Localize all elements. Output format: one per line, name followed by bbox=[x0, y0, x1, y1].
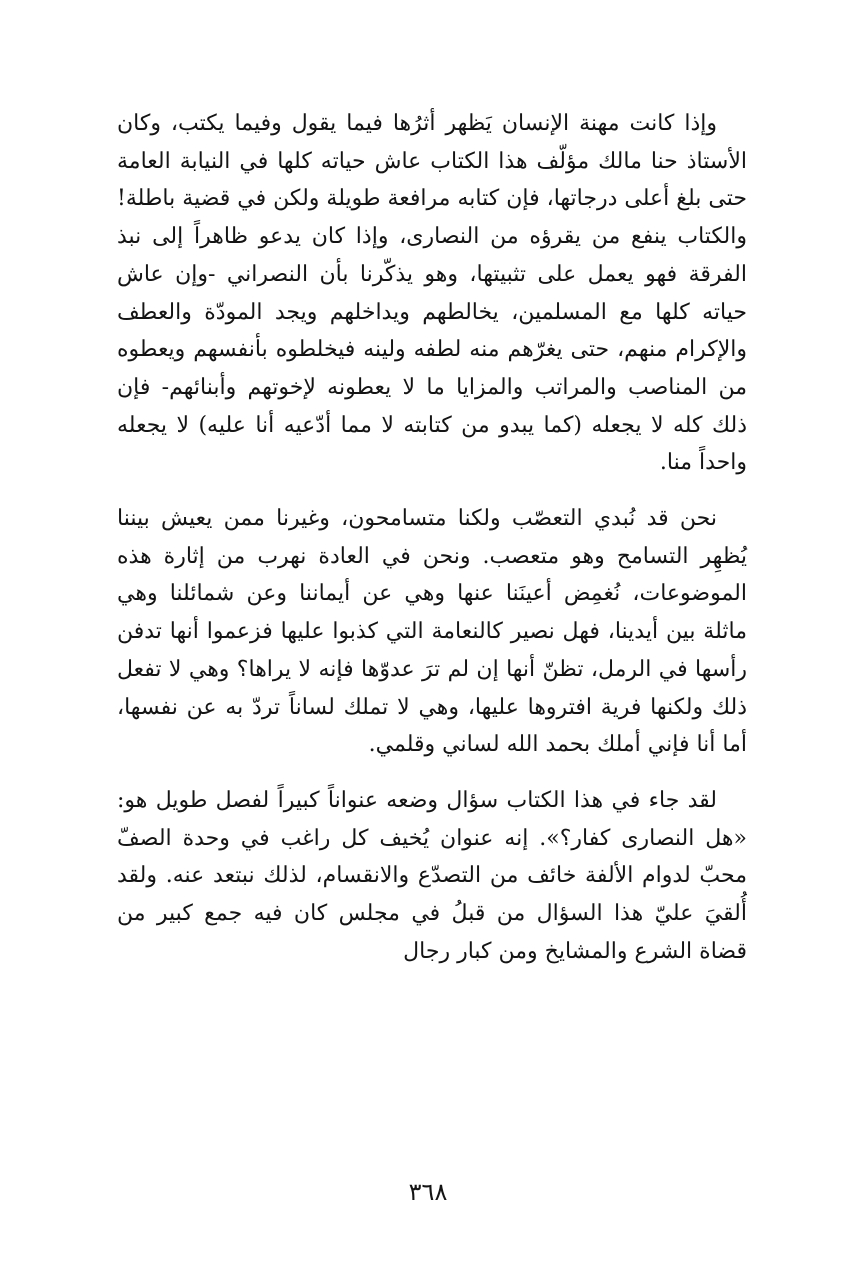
body-text bbox=[117, 105, 747, 970]
paragraph-2: نحن قد نُبدي التعصّب ولكنا متسامحون، وغيرنا ممن يعيش بيننا يُظهِر التسامح وهو متعصب. ونحن في العادة نهرب من إثارة هذه الموضوعات، نُغمِض أعينَنا عنها وهي عن أيماننا وعن شمائلنا وهي ماثلة بين أيدينا، فهل نصير كالنعامة التي كذبوا عليها فزعموا أنها تدفن رأسها في الرمل، تظنّ أنها إن لم ترَ عدوّها فإنه لا يراها؟ وهي لا تفعل ذلك ولكنها فرية افتروها عليها، وهي لا تملك لساناً تردّ به عن نفسها، أما أنا فإني أملك بحمد الله لساني وقلمي. bbox=[117, 506, 747, 758]
paragraph-3: لقد جاء في هذا الكتاب سؤال وضعه عنواناً كبيراً لفصل طويل هو: «هل النصارى كفار؟». إنه عنوان يُخيف كل راغب في وحدة الصفّ محبّ لدوام الألفة خائف من التصدّع والانقسام، لذلك نبتعد عنه. ولقد أُلقيَ عليّ هذا السؤال من قبلُ في مجلس كان فيه جمع كبير من قضاة الشرع والمشايخ ومن كبار رجال bbox=[117, 787, 747, 964]
page-number: ٣٦٨ bbox=[408, 1178, 448, 1206]
paragraph-1: وإذا كانت مهنة الإنسان يَظهر أثرُها فيما يقول وفيما يكتب، وكان الأستاذ حنا مالك مؤلّف هذا الكتاب عاش حياته كلها في النيابة العامة حتى بلغ أعلى درجاتها، فإن كتابه مرافعة طويلة ولكن في قضية باطلة! والكتاب ينفع من يقرؤه من النصارى، وإذا كان يدعو ظاهراً إلى نبذ الفرقة فهو يعمل على تثبيتها، وهو يذكّرنا بأن النصراني -وإن عاش حياته كلها مع المسلمين، يخالطهم ويداخلهم ويجد المودّة والعطف والإكرام منهم، حتى يغرّهم منه لطفه ولينه فيخلطوه بأنفسهم ويعطوه من المناصب والمراتب والمزايا ما لا يعطونه لإخوتهم وأبنائهم- فإن ذلك كله لا يجعله (كما يبدو من كتابته لا مما أدّعيه أنا عليه) لا يجعله واحداً منا. bbox=[117, 111, 747, 476]
